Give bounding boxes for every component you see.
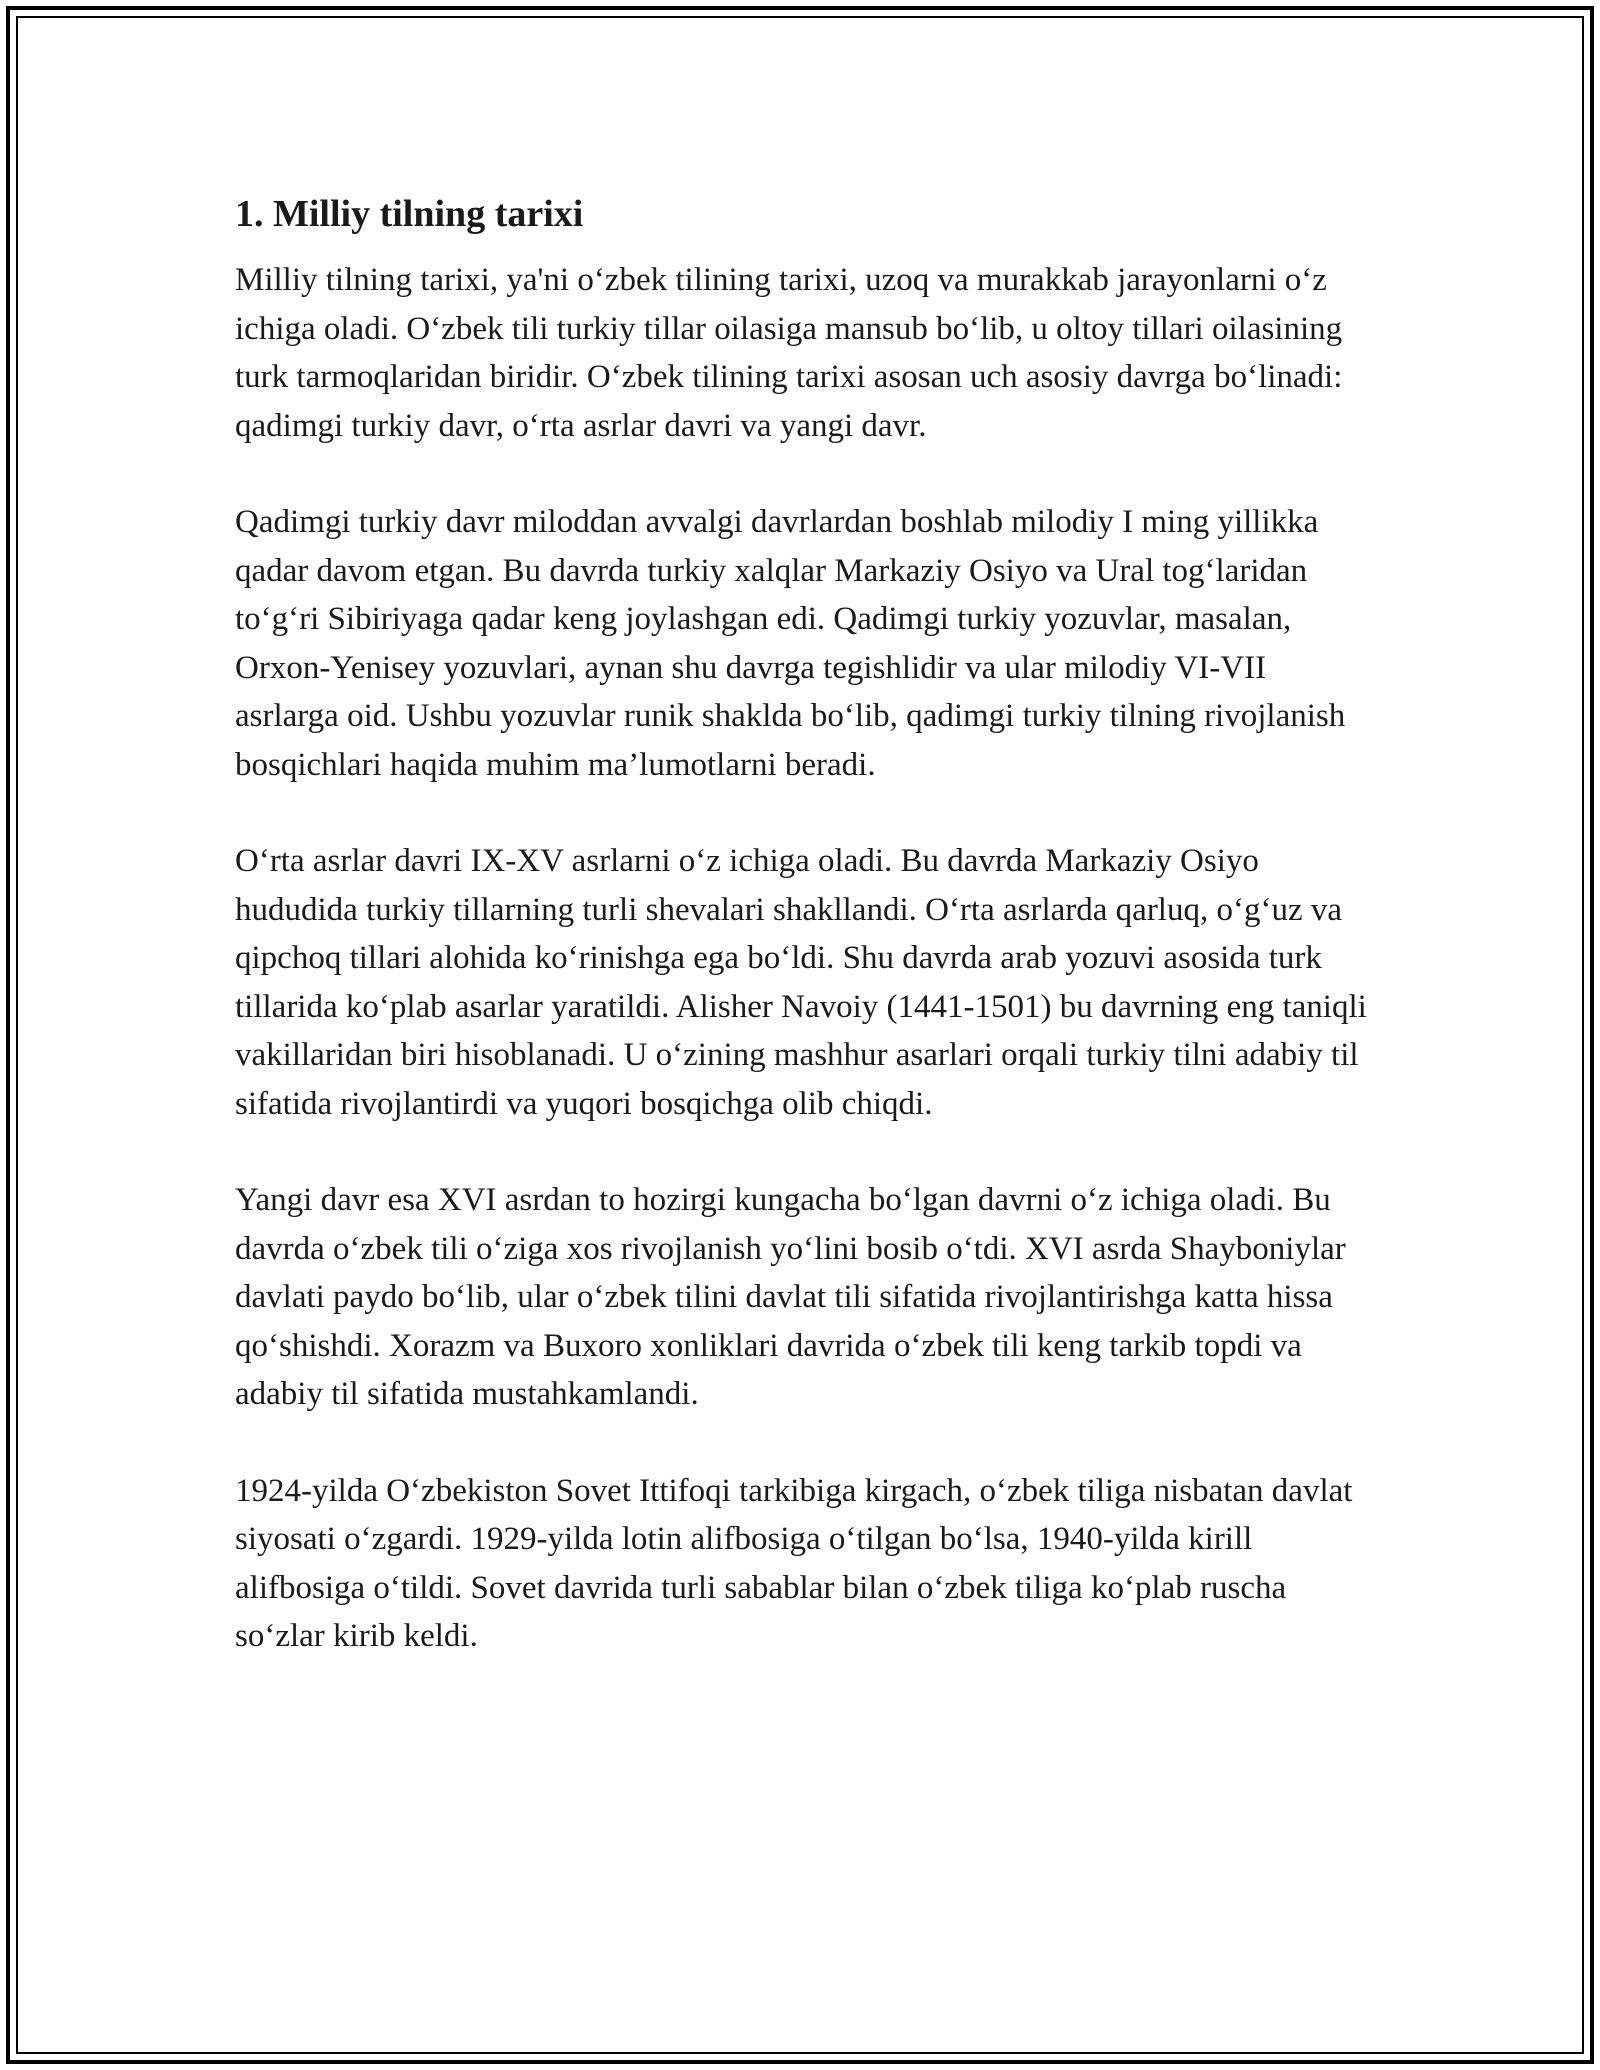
section-heading: 1. Milliy tilning tarixi	[235, 193, 584, 235]
document-body	[235, 190, 1375, 1709]
paragraph-medieval-period: O‘rta asrlar davri IX-XV asrlarni o‘z ichiga oladi. Bu davrda Markaziy Osiyo hududida turkiy tillarning turli shevalari shakllandi. O‘rta asrlarda qarluq, o‘g‘uz va qipchoq tillari alohida ko‘rinishga ega bo‘ldi. Shu davrda arab yozuvi asosida turk tillarida ko‘plab asarlar yaratildi. Alisher Navoiy (1441-1501) bu davrning eng taniqli vakillaridan biri hisoblanadi. U o‘zining mashhur asarlari orqali turkiy tilni adabiy til sifatida rivojlantirdi va yuqori bosqichga olib chiqdi.	[235, 843, 1367, 1122]
paragraph-ancient-period: Qadimgi turkiy davr miloddan avvalgi davrlardan boshlab milodiy I ming yillikka qadar davom etgan. Bu davrda turkiy xalqlar Markaziy Osiyo va Ural tog‘laridan to‘g‘ri Sibiriyaga qadar keng joylashgan edi. Qadimgi turkiy yozuvlar, masalan, Orxon-Yenisey yozuvlari, aynan shu davrga tegishlidir va ular milodiy VI-VII asrlarga oid. Ushbu yozuvlar runik shaklda bo‘lib, qadimgi turkiy tilning rivojlanish bosqichlari haqida muhim ma’lumotlarni beradi.	[235, 504, 1346, 783]
paragraph-soviet-period: 1924-yilda O‘zbekiston Sovet Ittifoqi tarkibiga kirgach, o‘zbek tiliga nisbatan davlat siyosati o‘zgardi. 1929-yilda lotin alifbosiga o‘tilgan bo‘lsa, 1940-yilda kirill alifbosiga o‘tildi. Sovet davrida turli sabablar bilan o‘zbek tiliga ko‘plab ruscha so‘zlar kirib keldi.	[235, 1472, 1353, 1654]
paragraph-modern-period: Yangi davr esa XVI asrdan to hozirgi kungacha bo‘lgan davrni o‘z ichiga oladi. Bu davrda o‘zbek tili o‘ziga xos rivojlanish yo‘lini bosib o‘tdi. XVI asrda Shayboniylar davlati paydo bo‘lib, ular o‘zbek tilini davlat tili sifatida rivojlantirishga katta hissa qo‘shishdi. Xorazm va Buxoro xonliklari davrida o‘zbek tili keng tarkib topdi va adabiy til sifatida mustahkamlandi.	[235, 1182, 1346, 1412]
paragraph-intro: Milliy tilning tarixi, ya'ni o‘zbek tilining tarixi, uzoq va murakkab jarayonlarni o‘z ichiga oladi. O‘zbek tili turkiy tillar oilasiga mansub bo‘lib, u oltoy tillari oilasining turk tarmoqlaridan biridir. O‘zbek tilining tarixi asosan uch asosiy davrga bo‘linadi: qadimgi turkiy davr, o‘rta asrlar davri va yangi davr.	[235, 262, 1343, 444]
